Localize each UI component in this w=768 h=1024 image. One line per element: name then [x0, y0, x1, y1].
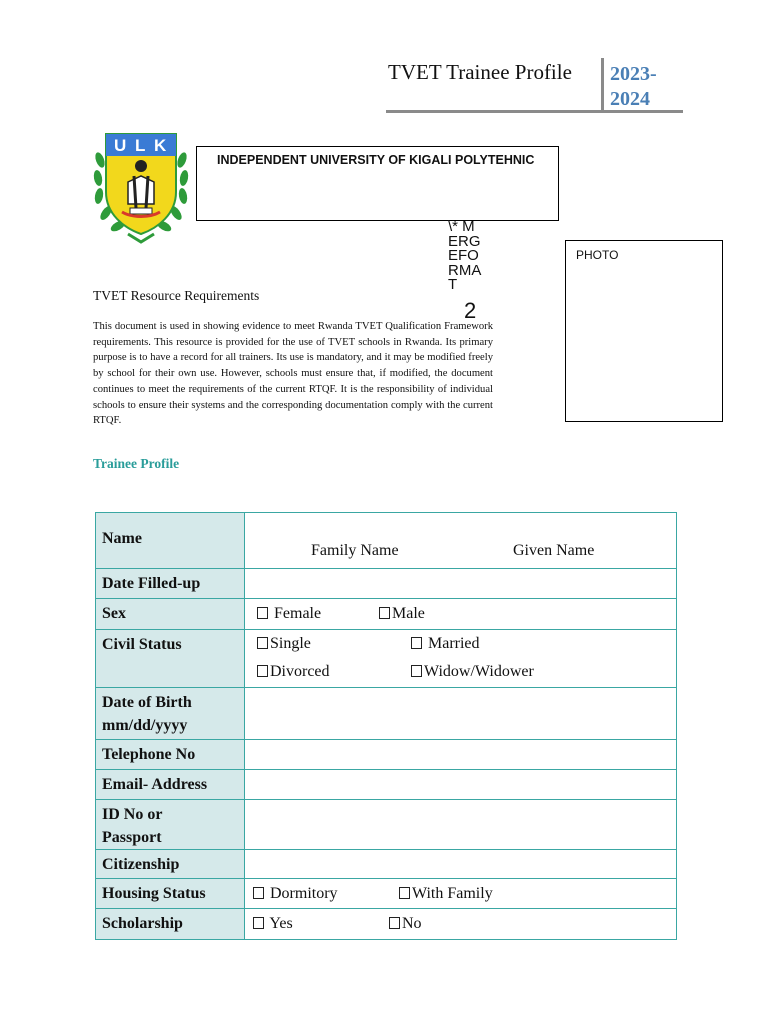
sex-option-female[interactable] [257, 602, 321, 625]
id-passport-field[interactable] [245, 800, 677, 850]
male-label: Male [392, 605, 425, 622]
table-row-email [96, 770, 677, 800]
with-family-label: With Family [412, 885, 493, 902]
id-passport-label [96, 800, 245, 850]
resource-heading: TVET Resource Requirements [93, 288, 260, 303]
yes-checkbox[interactable] [253, 917, 264, 929]
citizenship-field[interactable] [245, 850, 677, 879]
female-checkbox[interactable] [257, 607, 268, 619]
widow-label: Widow/Widower [424, 663, 534, 680]
no-checkbox[interactable] [389, 917, 400, 929]
housing-field [245, 879, 677, 909]
sex-label: Sex [96, 599, 245, 630]
photo-box [565, 240, 723, 422]
civil-option-married[interactable] [411, 632, 480, 655]
married-label: Married [428, 635, 480, 652]
civil-option-divorced[interactable] [257, 660, 330, 683]
telephone-label: Telephone No [96, 740, 245, 770]
table-row-dob [96, 688, 677, 740]
given-name-label: Given Name [513, 542, 595, 559]
scholarship-field [245, 909, 677, 940]
citizenship-label: Citizenship [96, 850, 245, 879]
resource-paragraph: This document is used in showing evidence to meet Rwanda TVET Qualification Framework requirements. This resource is provided for the use of TVET schools in Rwanda. Its primary purpose is to have a record for all trainers. Its use is mandatory, and it may be modified freely by school for their own use. However, schools must ensure that, if modified, the document continues to meet the requirements of the current RTQF. It is the responsibility of individual schools to ensure their systems and the corresponding documentation comply with the current RTQF. [93, 321, 493, 427]
scholarship-option-no[interactable] [389, 912, 422, 935]
divorced-label: Divorced [270, 663, 330, 680]
email-field[interactable] [245, 770, 677, 800]
table-row-sex [96, 599, 677, 630]
dob-label-line2: mm/dd/yyyy [102, 717, 188, 734]
male-checkbox[interactable] [379, 607, 390, 619]
divorced-checkbox[interactable] [257, 665, 268, 677]
table-row-scholarship [96, 909, 677, 940]
scholarship-label: Scholarship [96, 909, 245, 940]
institution-name: INDEPENDENT UNIVERSITY OF KIGALI POLYTEHNIC [217, 153, 535, 167]
married-checkbox[interactable] [411, 637, 422, 649]
logo-letter-u: U [114, 136, 127, 155]
name-label: Name [96, 513, 245, 569]
logo-letter-l: L [135, 136, 146, 155]
field-code-number: 2 [464, 298, 477, 323]
female-label: Female [274, 605, 322, 622]
table-row-citizenship [96, 850, 677, 879]
dob-label [96, 688, 245, 740]
yes-label: Yes [269, 915, 293, 932]
academic-year-end: 2024 [610, 88, 650, 110]
civil-option-widow[interactable] [411, 660, 534, 683]
academic-year [610, 62, 680, 112]
id-label-line1: ID No or [102, 806, 163, 823]
header-underline [386, 110, 683, 113]
civil-option-single[interactable] [257, 632, 311, 655]
table-row-telephone [96, 740, 677, 770]
name-field[interactable] [245, 513, 677, 569]
logo-letter-k: K [154, 136, 167, 155]
with-family-checkbox[interactable] [399, 887, 410, 899]
photo-label: PHOTO [576, 248, 619, 262]
no-label: No [402, 915, 422, 932]
housing-option-dormitory[interactable] [253, 882, 338, 905]
id-label-line2: Passport [102, 829, 162, 846]
email-label: Email- Address [96, 770, 245, 800]
civil-status-field [245, 630, 677, 688]
dormitory-checkbox[interactable] [253, 887, 264, 899]
single-checkbox[interactable] [257, 637, 268, 649]
trainee-profile-heading: Trainee Profile [93, 456, 180, 471]
dormitory-label: Dormitory [270, 885, 338, 902]
widow-checkbox[interactable] [411, 665, 422, 677]
housing-option-family[interactable] [399, 882, 493, 905]
ulk-logo [92, 130, 190, 244]
date-filled-label: Date Filled-up [96, 569, 245, 599]
table-row-id [96, 800, 677, 850]
telephone-field[interactable] [245, 740, 677, 770]
table-row-housing [96, 879, 677, 909]
dob-field[interactable] [245, 688, 677, 740]
dob-label-line1: Date of Birth [102, 694, 192, 711]
trainee-profile-table [95, 512, 677, 940]
institution-box [196, 146, 559, 221]
document-title: TVET Trainee Profile [388, 60, 572, 84]
scholarship-option-yes[interactable] [253, 912, 293, 935]
civil-status-label: Civil Status [96, 630, 245, 688]
table-row-name [96, 513, 677, 569]
academic-year-start: 2023- [610, 63, 657, 85]
header-divider [601, 58, 604, 110]
sex-option-male[interactable] [379, 602, 425, 625]
field-code-text: \* MERGEFORMAT [448, 218, 482, 293]
table-row-civil-status [96, 630, 677, 688]
housing-label: Housing Status [96, 879, 245, 909]
family-name-label: Family Name [311, 542, 399, 559]
single-label: Single [270, 635, 311, 652]
sex-field [245, 599, 677, 630]
table-row-date-filled [96, 569, 677, 599]
date-filled-field[interactable] [245, 569, 677, 599]
